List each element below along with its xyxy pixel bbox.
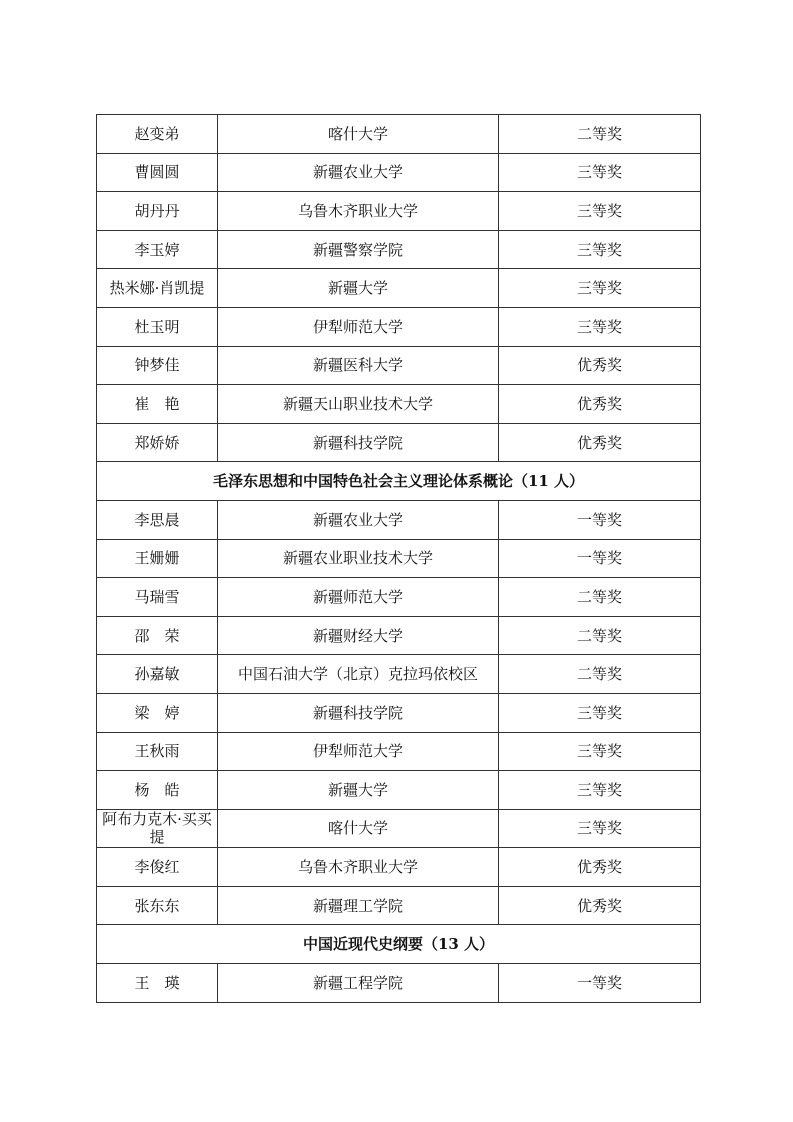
award-level-cell: 优秀奖 (499, 886, 701, 925)
school-cell: 新疆理工学院 (218, 886, 499, 925)
award-level-cell: 优秀奖 (499, 346, 701, 385)
winner-name-cell: 梁 婷 (97, 693, 218, 732)
winner-name-cell: 崔 艳 (97, 385, 218, 424)
table-row (97, 578, 701, 617)
school-cell: 乌鲁木齐职业大学 (218, 192, 499, 231)
school-cell: 新疆农业大学 (218, 500, 499, 539)
winner-name-cell: 李思晨 (97, 500, 218, 539)
award-level-cell: 优秀奖 (499, 385, 701, 424)
table-row (97, 385, 701, 424)
table-row (97, 307, 701, 346)
winner-name-cell: 邵 荣 (97, 616, 218, 655)
award-list-body (97, 115, 701, 1003)
award-level-cell: 优秀奖 (499, 423, 701, 462)
winner-name-cell: 胡丹丹 (97, 192, 218, 231)
winner-name-cell: 王姗姗 (97, 539, 218, 578)
table-row (97, 886, 701, 925)
award-level-cell: 二等奖 (499, 578, 701, 617)
school-cell: 新疆师范大学 (218, 578, 499, 617)
award-level-cell: 三等奖 (499, 809, 701, 848)
award-level-cell: 一等奖 (499, 539, 701, 578)
table-row (97, 809, 701, 848)
table-row (97, 616, 701, 655)
school-cell: 新疆科技学院 (218, 693, 499, 732)
school-cell: 新疆财经大学 (218, 616, 499, 655)
award-level-cell: 三等奖 (499, 230, 701, 269)
winner-name-cell: 杜玉明 (97, 307, 218, 346)
winner-name-cell: 钟梦佳 (97, 346, 218, 385)
school-cell: 新疆医科大学 (218, 346, 499, 385)
school-cell: 喀什大学 (218, 809, 499, 848)
school-cell: 喀什大学 (218, 115, 499, 154)
school-cell: 中国石油大学（北京）克拉玛依校区 (218, 655, 499, 694)
school-cell: 新疆农业职业技术大学 (218, 539, 499, 578)
table-row (97, 115, 701, 154)
award-level-cell: 二等奖 (499, 655, 701, 694)
table-row (97, 423, 701, 462)
winner-name-cell: 赵变弟 (97, 115, 218, 154)
winner-name-cell: 马瑞雪 (97, 578, 218, 617)
winner-name-cell: 王秋雨 (97, 732, 218, 771)
award-list-table (96, 114, 701, 1003)
table-row (97, 655, 701, 694)
award-level-cell: 优秀奖 (499, 848, 701, 887)
winner-name-cell: 王 瑛 (97, 964, 218, 1003)
school-cell: 新疆大学 (218, 771, 499, 810)
award-level-cell: 三等奖 (499, 269, 701, 308)
table-row (97, 192, 701, 231)
winner-name-cell: 郑娇娇 (97, 423, 218, 462)
table-row (97, 539, 701, 578)
school-cell: 伊犁师范大学 (218, 307, 499, 346)
school-cell: 新疆农业大学 (218, 153, 499, 192)
table-row (97, 346, 701, 385)
winner-name-cell: 曹圆圆 (97, 153, 218, 192)
school-cell: 新疆天山职业技术大学 (218, 385, 499, 424)
table-row (97, 771, 701, 810)
school-cell: 新疆警察学院 (218, 230, 499, 269)
award-level-cell: 三等奖 (499, 192, 701, 231)
table-row (97, 693, 701, 732)
award-level-cell: 二等奖 (499, 616, 701, 655)
winner-name-cell: 杨 皓 (97, 771, 218, 810)
table-row (97, 269, 701, 308)
table-row (97, 153, 701, 192)
table-row (97, 230, 701, 269)
winner-name-cell: 张东东 (97, 886, 218, 925)
winner-name-cell: 热米娜·肖凯提 (97, 269, 218, 308)
table-row (97, 732, 701, 771)
award-level-cell: 二等奖 (499, 115, 701, 154)
table-row (97, 500, 701, 539)
school-cell: 乌鲁木齐职业大学 (218, 848, 499, 887)
award-level-cell: 一等奖 (499, 500, 701, 539)
section-header-row (97, 462, 701, 501)
award-level-cell: 三等奖 (499, 732, 701, 771)
table-row (97, 964, 701, 1003)
table-row (97, 848, 701, 887)
winner-name-cell: 李俊红 (97, 848, 218, 887)
school-cell: 新疆工程学院 (218, 964, 499, 1003)
winner-name-cell: 阿布力克木·买买提 (97, 809, 218, 848)
award-level-cell: 一等奖 (499, 964, 701, 1003)
award-level-cell: 三等奖 (499, 153, 701, 192)
winner-name-cell: 孙嘉敏 (97, 655, 218, 694)
school-cell: 新疆大学 (218, 269, 499, 308)
section-header-row (97, 925, 701, 964)
section-title: 毛泽东思想和中国特色社会主义理论体系概论（11 人） (97, 462, 701, 501)
award-level-cell: 三等奖 (499, 307, 701, 346)
award-level-cell: 三等奖 (499, 693, 701, 732)
winner-name-cell: 李玉婷 (97, 230, 218, 269)
award-level-cell: 三等奖 (499, 771, 701, 810)
school-cell: 新疆科技学院 (218, 423, 499, 462)
school-cell: 伊犁师范大学 (218, 732, 499, 771)
section-title: 中国近现代史纲要（13 人） (97, 925, 701, 964)
